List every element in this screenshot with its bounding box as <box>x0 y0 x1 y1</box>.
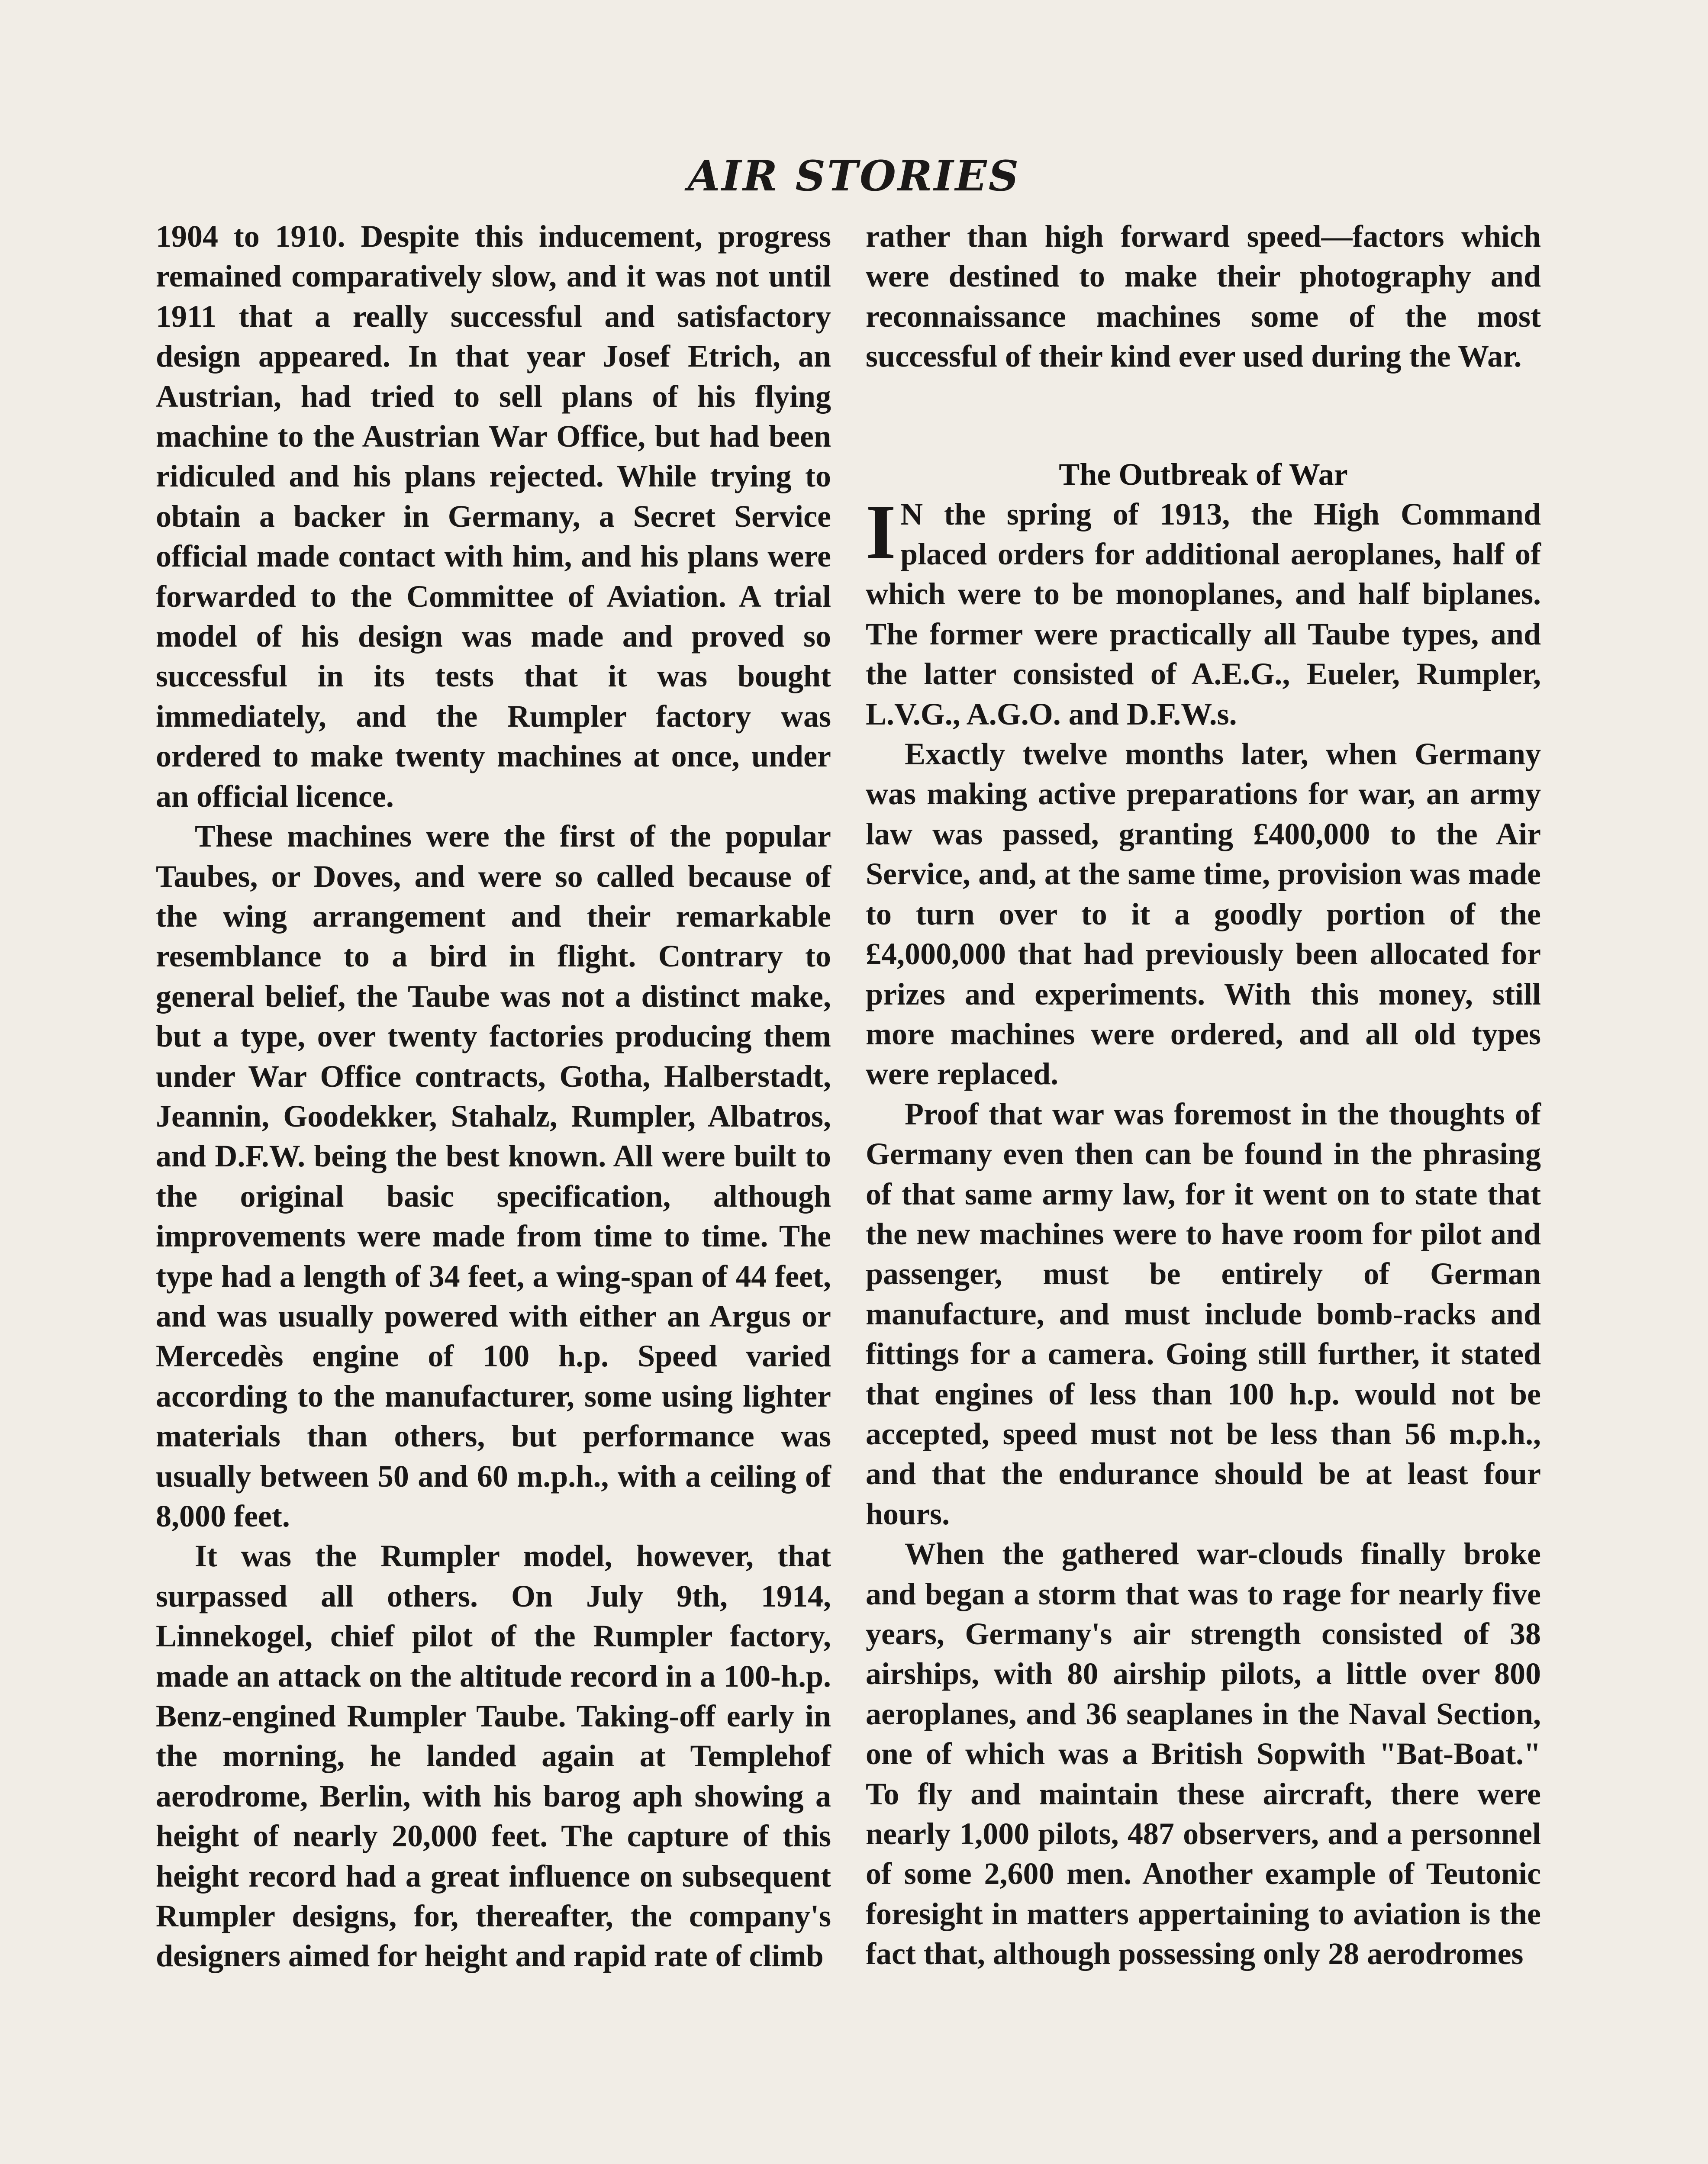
page-header-title: AIR STORIES <box>687 151 1021 200</box>
right-continuation-paragraph: rather than high forward speed—factors which were destined to make their photography and reconnaissance machines some of the most successful of their kind ever used during the War. <box>866 219 1541 374</box>
left-paragraph-2: These machines were the first of the popular Taubes, or Doves, and were so called because of the wing arrangement and their remarkable resemblance to a bird in flight. Contrary to general belief, the Taube was not a distinct make, but a type, over twenty factories producing them under War Office contracts, Gotha, Halberstadt, Jeannin, Goodekker, Stahalz, Rumpler, Albatros, and D.F.W. being the best known. All were built to the original basic specification, although improvements were made from time to time. The type had a length of 34 feet, a wing-span of 44 feet, and was usually powered with either an Argus or Mercedès engine of 100 h.p. Speed varied according to the manufacturer, some using lighter materials than others, but performance was usually between 50 and 60 m.p.h., with a ceiling of 8,000 feet. <box>156 819 831 1533</box>
left-column <box>156 216 831 1976</box>
left-paragraph-3: It was the Rumpler model, however, that surpassed all others. On July 9th, 1914, Linnekogel, chief pilot of the Rumpler factory, made an attack on the altitude record in a 100-h.p. Benz-engined Rumpler Taube. Taking-off early in the morning, he landed again at Templehof aerodrome, Berlin, with his barog aph showing a height of nearly 20,000 feet. The capture of this height record had a great influence on subsequent Rumpler designs, for, thereafter, the company's designers aimed for height and rapid rate of climb <box>156 1539 831 1974</box>
right-paragraph-1: Exactly twelve months later, when Germany was making active preparations for war, an army law was passed, granting £400,000 to the Air Service, and, at the same time, provision was made to turn over to it a goodly portion of the £4,000,000 that had previously been allocated for prizes and experiments. With this money, still more machines were ordered, and all old types were replaced. <box>866 737 1541 1092</box>
right-paragraph-2: Proof that war was foremost in the thoughts of Germany even then can be found in the phrasing of that same army law, for it went on to state that the new machines were to have room for pilot and passenger, must be entirely of German manufacture, and must include bomb-racks and fittings for a camera. Going still further, it stated that engines of less than 100 h.p. would not be accepted, speed must not be less than 56 m.p.h., and that the endurance should be at least four hours. <box>866 1096 1541 1531</box>
section-heading: The Outbreak of War <box>1059 457 1348 492</box>
right-paragraph-3: When the gathered war-clouds finally broke and began a storm that was to rage for nearly five years, Germany's air strength consisted of 38 airships, with 80 airship pilots, a little over 800 aeroplanes, and 36 seaplanes in the Naval Section, one of which was a British Sopwith "Bat-Boat." To fly and maintain these aircraft, there were nearly 1,000 pilots, 487 observers, and a personnel of some 2,600 men. Another example of Teutonic foresight in matters appertaining to aviation is the fact that, although possessing only 28 aerodromes <box>866 1536 1541 1971</box>
dropcap-paragraph-text: N the spring of 1913, the High Command placed orders for additional aeroplanes, half of which were to be monoplanes, and half biplanes. The former were practically all Taube types, and the latter consisted of A.E.G., Eueler, Rumpler, L.V.G., A.G.O. and D.F.W.s. <box>866 496 1541 731</box>
left-paragraph-1: 1904 to 1910. Despite this inducement, progress remained comparatively slow, and it was not until 1911 that a really successful and satisfactory design appeared. In that year Josef Etrich, an Austrian, had tried to sell plans of his flying machine to the Austrian War Office, but had been ridiculed and his plans rejected. While trying to obtain a backer in Germany, a Secret Service official made contact with him, and his plans were forwarded to the Committee of Aviation. A trial model of his design was made and proved so successful in its tests that it was bought immediately, and the Rumpler factory was ordered to make twenty machines at once, under an official licence. <box>156 219 831 814</box>
dropcap-paragraph <box>866 488 1541 734</box>
right-column <box>866 216 1541 1974</box>
drop-cap-letter: I <box>866 488 896 575</box>
